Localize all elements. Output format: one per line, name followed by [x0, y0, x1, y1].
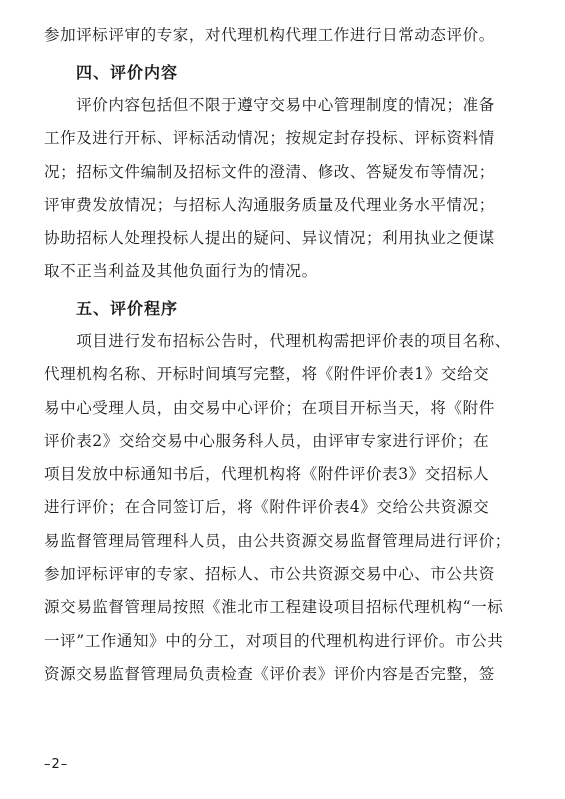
text-line: 源交易监督管理局按照《淮北市工程建设项目招标代理机构“一标: [44, 598, 504, 617]
text-line: 易监督管理局管理科人员，由公共资源交易监督管理局进行评价；: [44, 531, 511, 550]
text-line: 代理机构名称、开标时间填写完整，将《附件评价表1》交给交: [44, 365, 490, 384]
text-line: 工作及进行开标、评标活动情况；按规定封存投标、评标资料情: [44, 129, 495, 148]
text-line: 项目发放中标通知书后，代理机构将《附件评价表3》交招标人: [44, 465, 490, 484]
text-line: 项目进行发布招标公告时，代理机构需把评价表的项目名称、: [44, 332, 511, 350]
section-heading-evaluation-content: 四、评价内容: [76, 63, 179, 82]
section-heading-evaluation-procedure: 五、评价程序: [76, 299, 179, 318]
text-line: 一评”工作通知》中的分工，对项目的代理机构进行评价。市公共: [44, 631, 504, 650]
text-line: 进行评价；在合同签订后，将《附件评价表4》交给公共资源交: [44, 498, 490, 517]
section-evaluation-content-paragraph: [44, 89, 534, 289]
text-line: 参加评标评审的专家、招标人、市公共资源交易中心、市公共资: [44, 565, 495, 584]
text-line: 协助招标人处理投标人提出的疑问、异议情况；利用执业之便谋: [44, 229, 495, 248]
text-line: 取不正当利益及其他负面行为的情况。: [44, 262, 318, 281]
intro-paragraph: [44, 19, 534, 52]
text-line: 资源交易监督管理局负责检查《评价表》评价内容是否完整，签: [44, 664, 495, 683]
section-evaluation-procedure-paragraph: [44, 325, 534, 691]
text-line: 评价表2》交给交易中心服务科人员，由评审专家进行评价；在: [44, 431, 490, 450]
text-line: 评价内容包括但不限于遵守交易中心管理制度的情况；准备: [44, 96, 495, 114]
page-number: –2–: [44, 757, 69, 772]
text-line: 况；招标文件编制及招标文件的澄清、修改、答疑发布等情况；: [44, 162, 495, 181]
text-line: 评审费发放情况；与招标人沟通服务质量及代理业务水平情况；: [44, 195, 495, 214]
text-line: 易中心受理人员，由交易中心评价；在项目开标当天，将《附件: [44, 398, 495, 417]
text-line: 参加评标评审的专家，对代理机构代理工作进行日常动态评价。: [44, 26, 495, 44]
